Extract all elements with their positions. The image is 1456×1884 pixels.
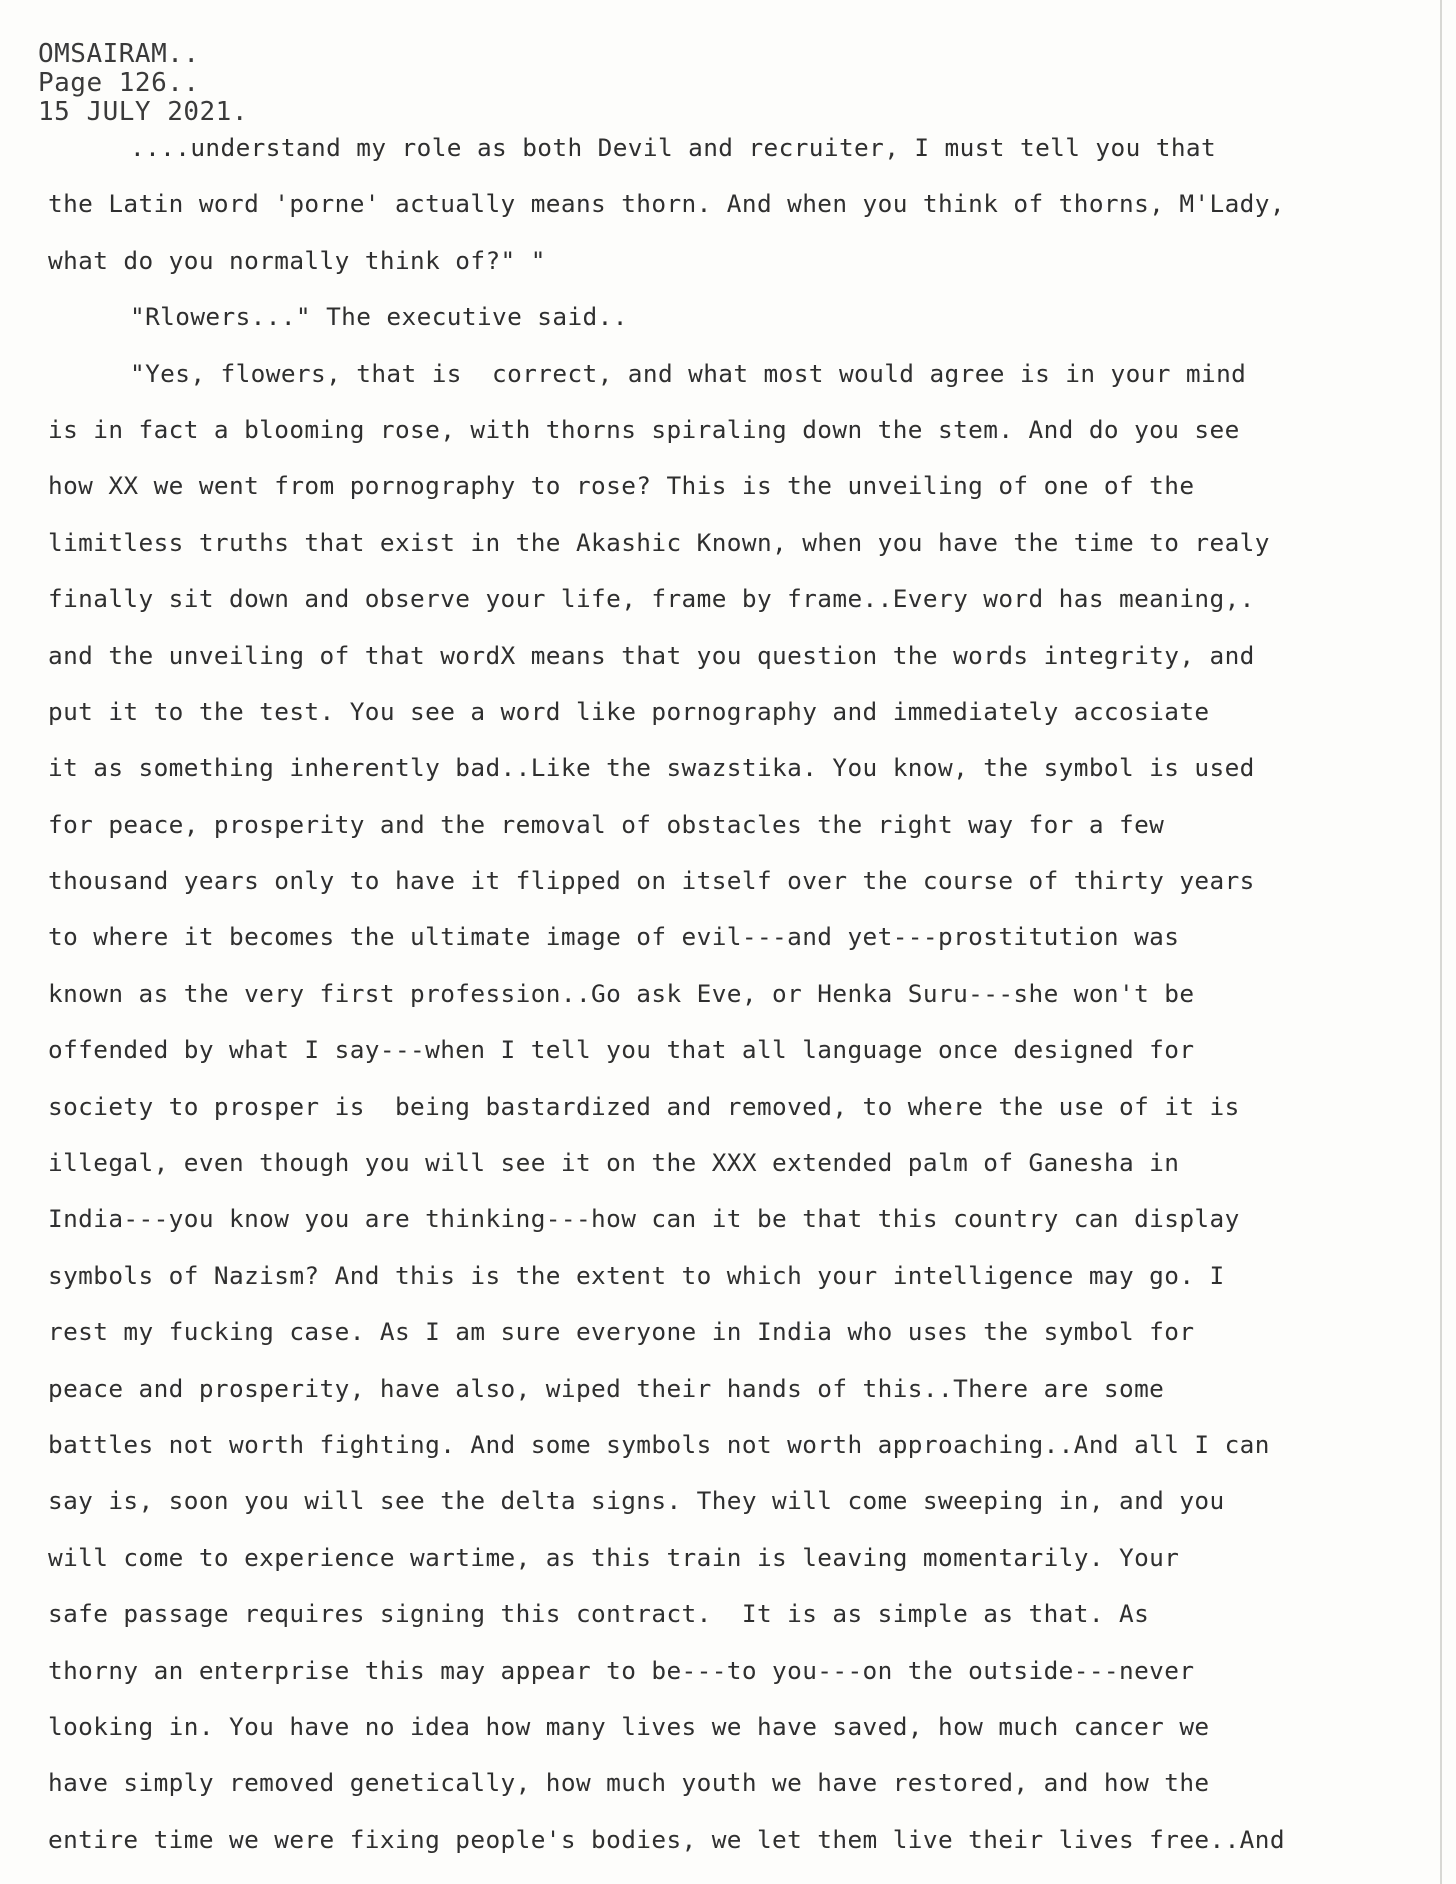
body-text xyxy=(48,120,1448,1868)
text-line: ....understand my role as both Devil and recruiter, I must tell you that xyxy=(130,133,1217,162)
text-line: put it to the test. You see a word like pornography and immediately accosiate xyxy=(48,696,1210,726)
text-line: symbols of Nazism? And this is the extent to which your intelligence may go. I xyxy=(48,1260,1225,1290)
text-line: looking in. You have no idea how many lives we have saved, how much cancer we xyxy=(48,1711,1210,1741)
text-line: have simply removed genetically, how much youth we have restored, and how the xyxy=(48,1768,1210,1798)
text-line: entire time we were fixing people's bodies, we let them live their lives free..And xyxy=(48,1824,1285,1854)
text-line: "Yes, flowers, that is correct, and what most would agree is in your mind xyxy=(130,358,1247,388)
page-number: Page 126.. xyxy=(38,68,200,98)
text-line: will come to experience wartime, as this train is leaving momentarily. Your xyxy=(48,1542,1180,1572)
page-date: 15 JULY 2021. xyxy=(38,97,248,127)
text-line: peace and prosperity, have also, wiped their hands of this..There are some xyxy=(48,1373,1165,1403)
text-line: say is, soon you will see the delta signs. They will come sweeping in, and you xyxy=(48,1486,1225,1516)
text-line: thorny an enterprise this may appear to be---to you---on the outside---never xyxy=(48,1655,1195,1685)
text-line: offended by what I say---when I tell you that all language once designed for xyxy=(48,1035,1195,1065)
text-line: rest my fucking case. As I am sure everyone in India who uses the symbol for xyxy=(48,1317,1195,1347)
text-line: battles not worth fighting. And some symbols not worth approaching..And all I can xyxy=(48,1429,1270,1459)
text-line: illegal, even though you will see it on the XXX extended palm of Ganesha in xyxy=(48,1148,1180,1178)
page-header xyxy=(38,40,248,127)
text-line: and the unveiling of that wordX means that you question the words integrity, and xyxy=(48,640,1255,670)
text-line: how XX we went from pornography to rose? This is the unveiling of one of the xyxy=(48,471,1195,501)
text-line: thousand years only to have it flipped on itself over the course of thirty years xyxy=(48,866,1255,896)
text-line: the Latin word 'porne' actually means thorn. And when you think of thorns, M'Lady, xyxy=(48,189,1285,219)
text-line: it as something inherently bad..Like the swazstika. You know, the symbol is used xyxy=(48,753,1255,783)
header-title: OMSAIRAM.. xyxy=(38,39,200,69)
text-line: to where it becomes the ultimate image of evil---and yet---prostitution was xyxy=(48,922,1180,952)
text-line: India---you know you are thinking---how can it be that this country can display xyxy=(48,1204,1240,1234)
text-line: is in fact a blooming rose, with thorns spiraling down the stem. And do you see xyxy=(48,414,1240,444)
text-line: for peace, prosperity and the removal of obstacles the right way for a few xyxy=(48,809,1165,839)
text-line: known as the very first profession..Go ask Eve, or Henka Suru---she won't be xyxy=(48,978,1195,1008)
text-line: "Rlowers..." The executive said.. xyxy=(130,302,628,332)
text-line: safe passage requires signing this contract. It is as simple as that. As xyxy=(48,1599,1150,1629)
text-line: limitless truths that exist in the Akashic Known, when you have the time to realy xyxy=(48,527,1270,557)
text-line: finally sit down and observe your life, frame by frame..Every word has meaning,. xyxy=(48,584,1255,614)
text-line: society to prosper is being bastardized and removed, to where the use of it is xyxy=(48,1091,1240,1121)
text-line: what do you normally think of?" " xyxy=(48,245,546,275)
